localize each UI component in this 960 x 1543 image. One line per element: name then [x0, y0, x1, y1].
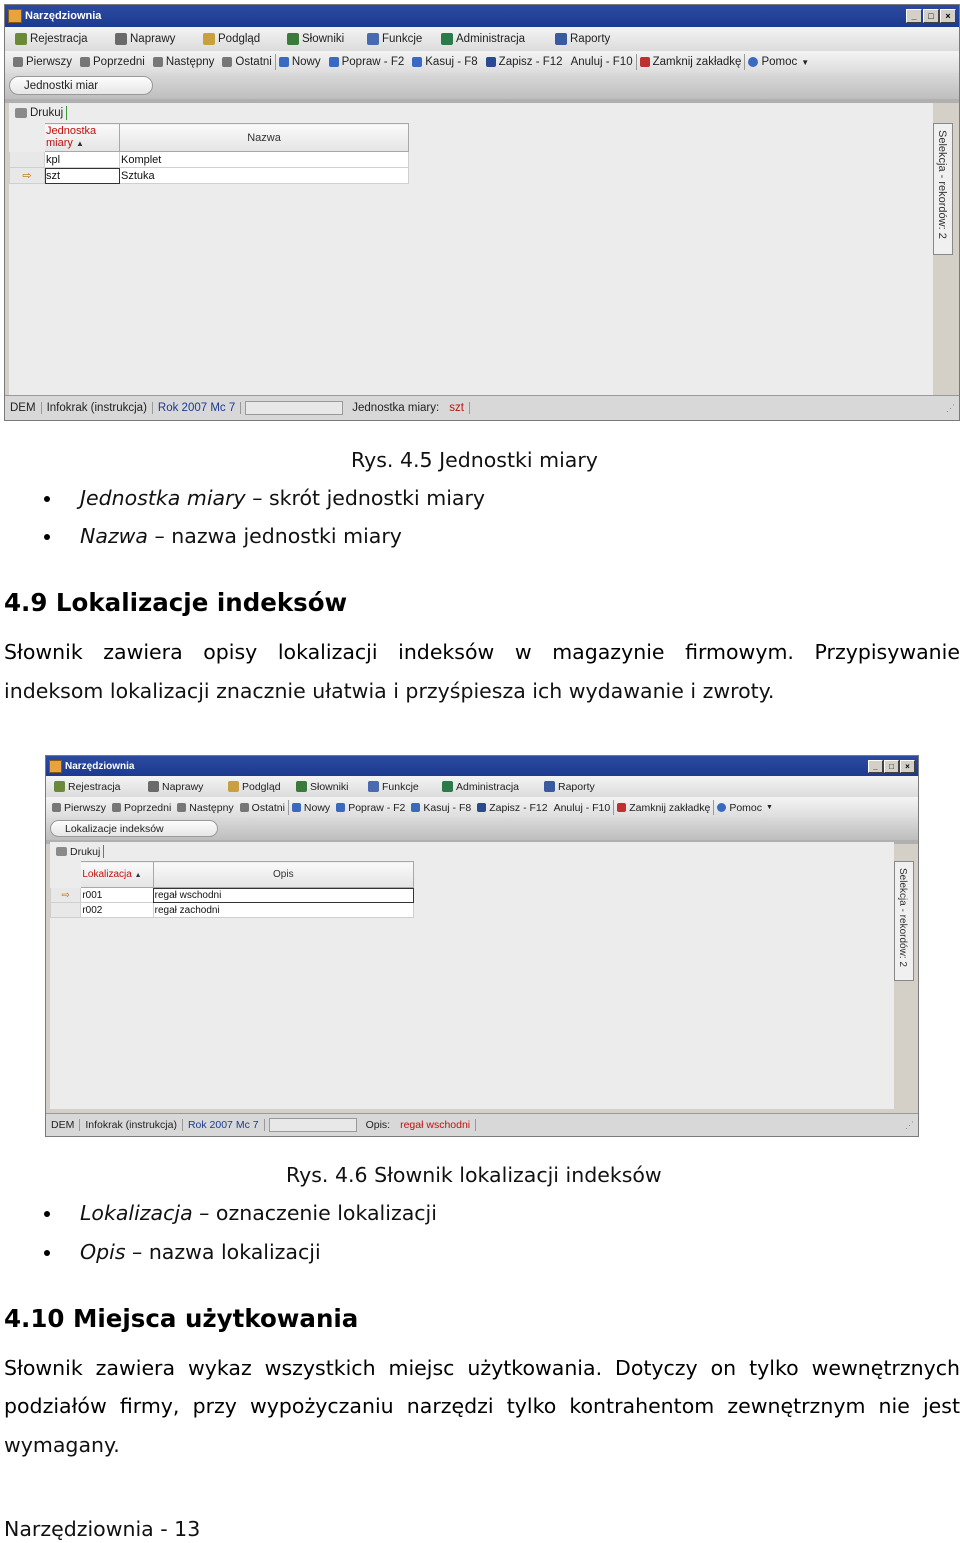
save-icon: [486, 57, 496, 67]
report-icon: [544, 781, 555, 792]
definition-item: Lokalizacja – oznaczenie lokalizacji: [80, 1201, 437, 1225]
status-database: DEM: [5, 402, 42, 414]
selection-label: Selekcja - rekordów: 2: [936, 130, 948, 239]
selection-label: Selekcja - rekordów: 2: [897, 868, 908, 967]
column-header-description[interactable]: Opis: [153, 862, 413, 888]
tab-locations[interactable]: Lokalizacje indeksów: [50, 820, 218, 837]
status-app: Infokrak (instrukcja): [80, 1119, 183, 1131]
next-button[interactable]: Następny: [153, 56, 215, 68]
paragraph-line: podziałów firmy, przy wypożyczaniu narzędzi tylko kontrahentom zewnętrznym nie jest: [4, 1394, 960, 1418]
grid-area: [50, 861, 894, 1109]
last-icon: [222, 57, 232, 67]
menu-slowniki[interactable]: Słowniki: [287, 33, 357, 45]
table-row[interactable]: [51, 888, 414, 903]
status-period: Rok 2007 Mc 7: [153, 402, 241, 414]
toolbar-separator: [103, 845, 104, 858]
up-arrow-icon: [80, 57, 90, 67]
status-bar: [5, 395, 959, 420]
menu-raporty[interactable]: Raporty: [544, 781, 608, 793]
window-title: Narzędziownia: [25, 10, 102, 22]
screenshot-window-locations: [45, 755, 919, 1137]
first-icon: [13, 57, 23, 67]
paragraph-line: indeksom lokalizacji znacznie ułatwia i przyśpiesza ich wydawanie i zwroty.: [4, 679, 775, 703]
edit-button[interactable]: Popraw - F2: [329, 56, 405, 68]
save-icon: [477, 803, 486, 812]
sort-asc-icon: ▲: [134, 872, 142, 879]
edit-icon: [329, 57, 339, 67]
description-cell[interactable]: regał zachodni: [153, 903, 413, 918]
menu-podglad[interactable]: Podgląd: [228, 781, 292, 793]
functions-icon: [367, 33, 379, 45]
tab-bar: [46, 818, 918, 840]
close-tab-icon: [640, 57, 650, 67]
admin-icon: [441, 33, 453, 45]
new-button[interactable]: Nowy: [292, 802, 330, 814]
admin-icon: [442, 781, 453, 792]
edit-button[interactable]: Popraw - F2: [336, 802, 405, 814]
menu-rejestracja[interactable]: Rejestracja: [54, 781, 128, 793]
table-row[interactable]: [51, 903, 414, 918]
screenshot-window-units: [4, 4, 960, 421]
status-field-label: Jednostka miary:: [352, 402, 440, 414]
figure-caption: Rys. 4.5 Jednostki miary: [351, 448, 598, 472]
report-icon: [555, 33, 567, 45]
toolbar-separator: [288, 800, 289, 815]
menu-naprawy[interactable]: Naprawy: [148, 781, 212, 793]
bullet: [44, 534, 50, 540]
up-arrow-icon: [112, 803, 121, 812]
register-icon: [15, 33, 27, 45]
menu-bar: [5, 27, 959, 52]
delete-button[interactable]: Kasuj - F8: [412, 56, 477, 68]
new-icon: [292, 803, 301, 812]
figure-caption: Rys. 4.6 Słownik lokalizacji indeksów: [286, 1163, 662, 1187]
description-cell[interactable]: regał wschodni: [153, 888, 413, 903]
current-row-arrow-icon: ⇨: [51, 888, 81, 903]
toolbar-separator: [613, 800, 614, 815]
toolbar-separator: [713, 800, 714, 815]
table-row[interactable]: [10, 152, 409, 168]
menu-administracja[interactable]: Administracja: [442, 781, 536, 793]
app-icon: [49, 760, 62, 773]
locations-table: [50, 861, 414, 918]
menu-rejestracja[interactable]: Rejestracja: [15, 33, 95, 45]
close-button[interactable]: ×: [900, 760, 915, 773]
maximize-button[interactable]: □: [884, 760, 899, 773]
wrench-icon: [148, 781, 159, 792]
status-database: DEM: [46, 1119, 80, 1131]
first-icon: [52, 803, 61, 812]
resize-grip-icon[interactable]: ⋰: [946, 402, 955, 413]
status-empty-field: [245, 401, 343, 415]
last-icon: [240, 803, 249, 812]
save-button[interactable]: Zapisz - F12: [477, 802, 547, 814]
delete-icon: [411, 803, 420, 812]
help-button[interactable]: Pomoc ▼: [748, 56, 809, 68]
print-button[interactable]: Drukuj: [56, 846, 100, 858]
sort-asc-icon: ▲: [75, 139, 84, 148]
new-icon: [279, 57, 289, 67]
current-row-arrow-icon: ⇨: [10, 168, 45, 184]
menu-naprawy[interactable]: Naprawy: [115, 33, 185, 45]
row-indicator: [10, 152, 45, 168]
section-heading: 4.10 Miejsca użytkowania: [4, 1304, 359, 1333]
sub-toolbar: [50, 842, 894, 862]
toolbar: [46, 797, 918, 819]
app-icon: [8, 9, 22, 23]
status-bar: [46, 1113, 918, 1136]
location-cell[interactable]: r002: [81, 903, 153, 918]
unit-cell[interactable]: szt: [45, 168, 120, 184]
wrench-icon: [115, 33, 127, 45]
definition-item: Jednostka miary – skrót jednostki miary: [80, 486, 486, 510]
tab-bar: [5, 73, 959, 99]
status-period: Rok 2007 Mc 7: [183, 1119, 265, 1131]
title-bar: [46, 756, 918, 776]
toolbar-separator: [275, 54, 276, 70]
printer-icon: [15, 108, 27, 118]
column-header-location[interactable]: Lokalizacja ▲: [81, 862, 153, 888]
preview-icon: [203, 33, 215, 45]
printer-icon: [56, 847, 67, 856]
close-tab-icon: [617, 803, 626, 812]
minimize-button[interactable]: _: [868, 760, 883, 773]
dictionary-icon: [287, 33, 299, 45]
last-button[interactable]: Ostatni: [222, 56, 271, 68]
selection-panel[interactable]: [933, 123, 953, 255]
first-button[interactable]: Pierwszy: [13, 56, 72, 68]
toolbar-separator: [66, 106, 67, 120]
edit-icon: [336, 803, 345, 812]
preview-icon: [228, 781, 239, 792]
cancel-button[interactable]: Anuluj - F10: [553, 801, 611, 814]
last-button[interactable]: Ostatni: [240, 802, 285, 814]
dropdown-arrow-icon: ▼: [801, 57, 810, 67]
menu-funkcje[interactable]: Funkcje: [367, 33, 437, 45]
section-heading: 4.9 Lokalizacje indeksów: [4, 588, 348, 617]
menu-bar: [46, 776, 918, 798]
status-field-value: regał wschodni: [395, 1119, 476, 1131]
status-app: Infokrak (instrukcja): [42, 402, 153, 414]
close-tab-button[interactable]: Zamknij zakładkę: [640, 56, 742, 68]
name-cell[interactable]: Komplet: [120, 152, 409, 168]
cancel-button[interactable]: Anuluj - F10: [570, 56, 633, 68]
help-icon: [748, 57, 758, 67]
unit-cell[interactable]: kpl: [45, 152, 120, 168]
sub-toolbar: [9, 103, 933, 124]
down-arrow-icon: [153, 57, 163, 67]
close-tab-button[interactable]: Zamknij zakładkę: [617, 802, 710, 814]
resize-grip-icon[interactable]: ⋰: [905, 1119, 914, 1130]
register-icon: [54, 781, 65, 792]
toolbar: [5, 51, 959, 74]
close-button[interactable]: ×: [940, 9, 956, 23]
paragraph-line: Słownik zawiera opisy lokalizacji indeksów w magazynie firmowym. Przypisywanie: [4, 640, 960, 664]
column-header-unit[interactable]: Jednostka miary ▲: [45, 124, 120, 152]
page-footer: Narzędziownia - 13: [4, 1517, 201, 1541]
delete-icon: [412, 57, 422, 67]
menu-funkcje[interactable]: Funkcje: [368, 781, 432, 793]
row-indicator-header: [10, 124, 45, 152]
bullet: [44, 1250, 50, 1256]
toolbar-separator: [636, 54, 637, 70]
menu-administracja[interactable]: Administracja: [441, 33, 541, 45]
dictionary-icon: [296, 781, 307, 792]
paragraph-line: wymagany.: [4, 1433, 120, 1457]
table-row[interactable]: [10, 168, 409, 184]
maximize-button[interactable]: □: [923, 9, 939, 23]
bullet: [44, 496, 50, 502]
print-button[interactable]: Drukuj: [15, 107, 63, 119]
location-cell[interactable]: r001: [81, 888, 153, 903]
selection-panel[interactable]: [894, 861, 914, 981]
title-bar: [5, 5, 959, 27]
row-indicator: [51, 903, 81, 918]
row-indicator-header: [51, 862, 81, 888]
definition-item: Nazwa – nazwa jednostki miary: [80, 524, 402, 548]
menu-slowniki[interactable]: Słowniki: [296, 781, 360, 793]
previous-button[interactable]: Poprzedni: [80, 56, 145, 68]
down-arrow-icon: [177, 803, 186, 812]
menu-podglad[interactable]: Podgląd: [203, 33, 273, 45]
minimize-button[interactable]: _: [906, 9, 922, 23]
help-icon: [717, 803, 726, 812]
new-button[interactable]: Nowy: [279, 56, 321, 68]
first-button[interactable]: Pierwszy: [52, 802, 106, 814]
status-empty-field: [269, 1118, 357, 1132]
status-field-label: Opis:: [365, 1119, 391, 1131]
definition-item: Opis – nazwa lokalizacji: [80, 1240, 321, 1264]
functions-icon: [368, 781, 379, 792]
toolbar-separator: [744, 54, 745, 70]
previous-button[interactable]: Poprzedni: [112, 802, 171, 814]
help-button[interactable]: Pomoc ▼: [717, 802, 773, 814]
units-table: [9, 123, 409, 184]
window-title: Narzędziownia: [65, 760, 135, 772]
status-field-value: szt: [444, 402, 470, 414]
grid-area: [9, 123, 933, 395]
bullet: [44, 1211, 50, 1217]
tab-units[interactable]: Jednostki miar: [9, 76, 153, 95]
column-header-name[interactable]: Nazwa: [120, 124, 409, 152]
dropdown-arrow-icon: ▼: [766, 804, 773, 811]
delete-button[interactable]: Kasuj - F8: [411, 802, 471, 814]
name-cell[interactable]: Sztuka: [120, 168, 409, 184]
menu-raporty[interactable]: Raporty: [555, 33, 625, 45]
save-button[interactable]: Zapisz - F12: [486, 56, 563, 68]
paragraph-line: Słownik zawiera wykaz wszystkich miejsc użytkowania. Dotyczy on tylko wewnętrznych: [4, 1356, 960, 1380]
next-button[interactable]: Następny: [177, 802, 233, 814]
